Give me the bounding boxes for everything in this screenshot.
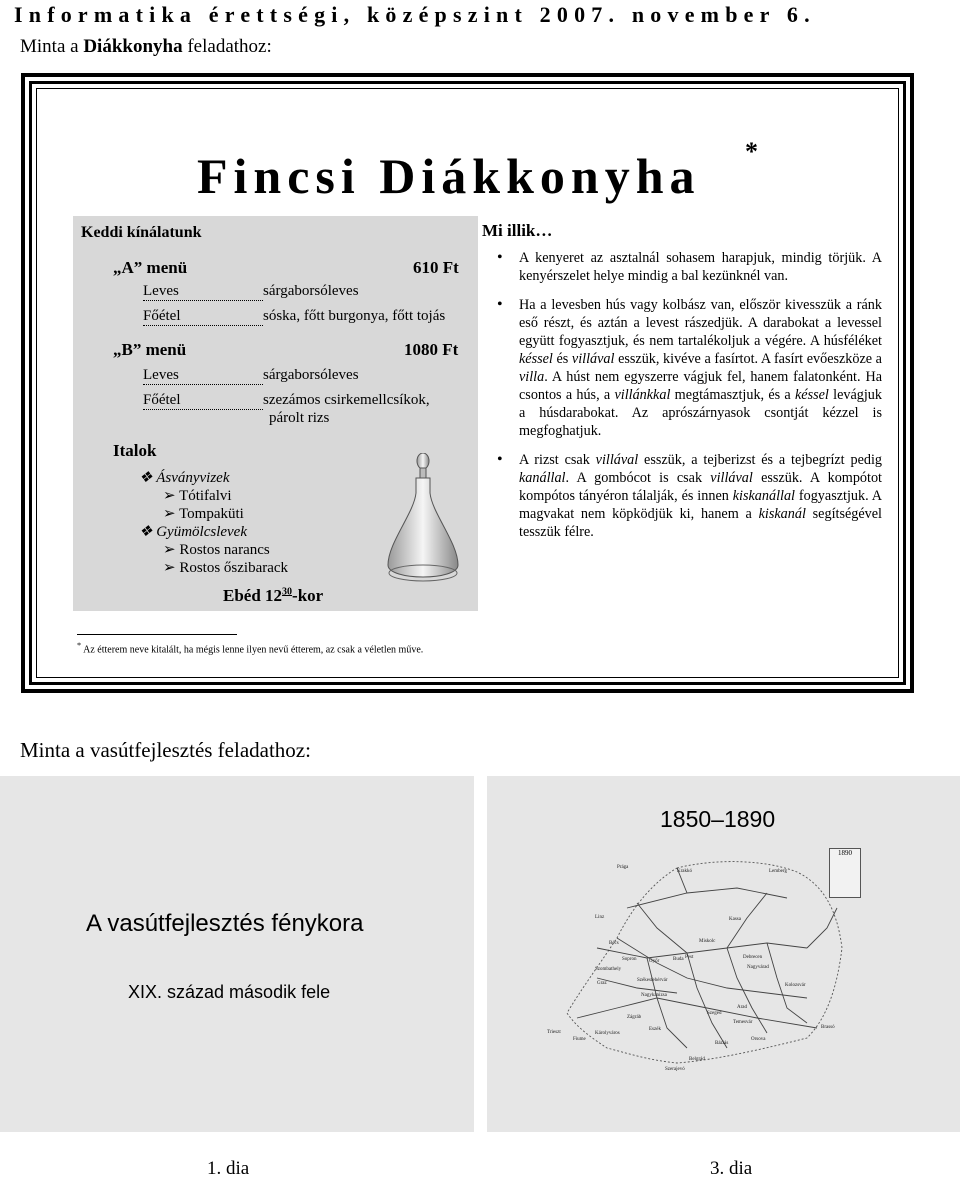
list-item: • A rizst csak villával esszük, a tejberizst és a tejbegrízt pedig kanállal. A gombócot is csak villával esszük. A kompótot kompótos tányéron tálalják, és innen kiskanállal fogyasztjuk. A magvakat nem köpködjük ki, hanem a kiskanál segítségével tesszük félre. [492, 451, 882, 541]
map-label: Orsova [751, 1037, 766, 1042]
slide-3-caption: 3. dia [710, 1158, 753, 1179]
map-label: Bécs [609, 941, 619, 946]
caption-suffix: feladathoz: [182, 36, 272, 57]
caption-diakkonyha [20, 36, 272, 58]
map-legend: 1890 [829, 848, 861, 898]
map-label: Károlyváros [595, 1031, 620, 1036]
map-label: Trieszt [547, 1030, 561, 1035]
menu-a-main: Főétel sóska, főtt burgonya, főtt tojás [143, 308, 446, 324]
map-label: Pest [685, 955, 694, 960]
menu-b-name: „B” menü [113, 340, 187, 359]
drink-item: ➢ Rostos őszibarack [163, 560, 289, 576]
slide-3 [487, 776, 960, 1132]
map-label: Buda [673, 957, 684, 962]
map-label: Prága [617, 865, 629, 870]
diamond-bullet-icon: ❖ [139, 524, 157, 540]
menu-b-price: 1080 Ft [404, 340, 459, 359]
map-label: Nagyvárad [747, 965, 769, 970]
map-label: Sopron [622, 957, 637, 962]
slide-1-title: A vasútfejlesztés fénykora [86, 910, 364, 937]
menu-title: Fincsi Diákkonyha [197, 148, 701, 204]
menu-b-main-2: párolt rizs [269, 410, 330, 426]
caption-bold: Diákkonyha [83, 36, 183, 57]
map-label: Győr [649, 959, 660, 964]
map-label: Szerajevó [665, 1067, 685, 1072]
menu-b-soup: Leves sárgaborsóleves [143, 367, 359, 383]
drinks-heading: Italok [113, 441, 157, 460]
drinks-group-2: ❖ Gyümölcslevek [139, 524, 247, 540]
map-label: Brassó [821, 1025, 835, 1030]
map-label: Báziás [715, 1041, 729, 1046]
etiquette-heading: Mi illik… [482, 221, 553, 240]
carafe-icon [378, 453, 468, 588]
slide-1 [0, 776, 474, 1132]
slide-3-period: 1850–1890 [660, 806, 776, 832]
title-footnote-star: * [745, 137, 758, 166]
map-label: Kassa [729, 917, 741, 922]
menu-a-name: „A” menü [113, 258, 188, 277]
list-item: • A kenyeret az asztalnál sohasem harapjuk, mindig törjük. A kenyérszelet helye mindig a bal kezünknél van. [492, 249, 882, 285]
map-label: Nagykanizsa [641, 993, 667, 998]
map-label: Eszék [649, 1027, 661, 1032]
diamond-bullet-icon: ❖ [139, 470, 157, 486]
map-label: Székesfehérvár [637, 978, 668, 983]
caption-prefix: Minta a [20, 36, 84, 57]
map-label: Fiume [573, 1037, 586, 1042]
offer-heading: Keddi kínálatunk [81, 224, 202, 241]
exam-header: Informatika érettségi, középszint 2007. november 6. [14, 2, 816, 27]
map-label: Arad [737, 1005, 747, 1010]
map-label: Szombathely [595, 967, 622, 972]
map-label: Linz [595, 915, 605, 920]
list-item: • Ha a levesben hús vagy kolbász van, először kivesszük a ránk eső részt, és aztán a levest rászedjük. A darabokat a levessel együtt fogyasztjuk, és nem tartalékoljuk a végére. A húsféléket késsel és villával esszük, kivéve a fasírtot. A fasírt evőeszköze a villa. A húst nem egyszerre vágjuk fel, hanem falatonként. Ha csontos a hús, a villánkkal megtámasztjuk, és a késsel levágjuk a húsdarabokat. Az aprószárnyasok csontját kézzel is megfoghatjuk. [492, 296, 882, 440]
map-label: Belgrád [689, 1057, 705, 1062]
map-label: Kolozsvár [785, 983, 806, 988]
menu-card-frame [21, 73, 914, 693]
slide-1-caption: 1. dia [207, 1158, 250, 1179]
map-label: Lemberg [769, 869, 787, 874]
menu-box [73, 216, 478, 611]
map-label: Miskolc [699, 939, 716, 944]
arrow-bullet-icon: ➢ [163, 560, 180, 576]
drinks-group-1: ❖ Ásványvizek [139, 470, 230, 486]
map-label: Zágráb [627, 1015, 642, 1020]
railway-map [537, 848, 857, 1088]
lunch-time: Ebéd $12^{30}$-kor [223, 586, 324, 605]
drink-item: ➢ Rostos narancs [163, 542, 270, 558]
etiquette-list [492, 249, 882, 552]
footnote-rule [77, 634, 237, 635]
arrow-bullet-icon: ➢ [163, 542, 180, 558]
menu-card [36, 88, 899, 678]
drink-item: ➢ Tompaküti [163, 506, 244, 522]
slide-1-subtitle: XIX. század második fele [128, 982, 331, 1002]
caption-vasut: Minta a vasútfejlesztés feladathoz: [20, 738, 311, 762]
drink-item: ➢ Tótifalvi [163, 488, 232, 504]
footnote: * Az étterem neve kitalált, ha mégis lenne ilyen nevű étterem, az csak a véletlen műve. [77, 641, 424, 656]
menu-b-main: Főétel szezámos csirkemellcsíkok, [143, 392, 430, 408]
arrow-bullet-icon: ➢ [163, 488, 180, 504]
menu-a-soup: Leves sárgaborsóleves [143, 283, 359, 299]
map-label: Debrecen [743, 955, 763, 960]
menu-a-price: 610 Ft [413, 258, 459, 277]
map-label: Szeged [707, 1011, 722, 1016]
map-label: Krakkó [677, 869, 692, 874]
arrow-bullet-icon: ➢ [163, 506, 180, 522]
map-label: Graz [597, 981, 607, 986]
map-label: Temesvár [733, 1020, 753, 1025]
